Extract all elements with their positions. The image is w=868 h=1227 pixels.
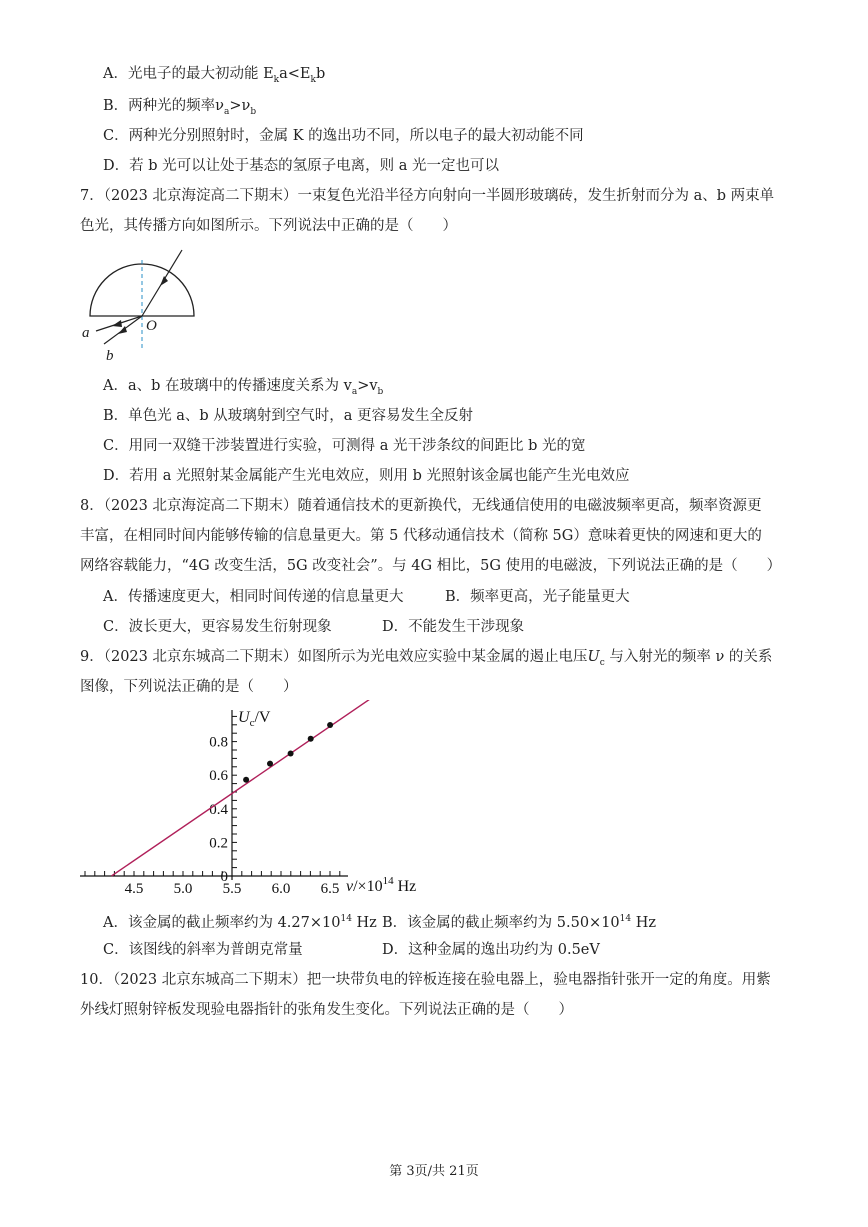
q9-stem-line2: 图像，下列说法正确的是（ ） [80,679,298,695]
y-axis-label: $U_c/V$ [238,709,271,729]
q8-option-b: B．频率更高，光子能量更大 [445,589,630,605]
data-point [267,761,273,767]
y-tick-label: 0.8 [209,734,228,751]
q10-stem-line2: 外线灯照射锌板发现验电器指针的张角发生变化。下列说法正确的是（ ） [80,1002,573,1018]
y-tick-label: 0.6 [209,768,228,785]
q9-option-c: C．该图线的斜率为普朗克常量 [103,942,303,958]
q10-stem-line1: 10．（2023 北京东城高二下期末）把一块带负电的锌板连接在验电器上，验电器指针张开一定的角度。用紫 [80,972,771,988]
q9-option-d: D．这种金属的逸出功约为 0.5eV [382,942,600,958]
label-a: a [82,325,90,341]
y-tick-label: 0.4 [209,801,228,818]
q9-option-a: A．该金属的截止频率约为 $4.27\times 10^{14}$ Hz [103,914,377,931]
page-footer: 第 3页/共 21页 [389,1164,479,1179]
q6-option-a: A．光电子的最大初动能 $E_ka<E_kb$ [103,66,326,85]
q6-option-b: B．两种光的频率$\nu_a>\nu_b$ [103,98,257,117]
q6-option-c: C．两种光分别照射时，金属 K 的逸出功不同，所以电子的最大初动能不同 [103,128,584,144]
q7-option-d: D．若用 a 光照射某金属能产生光电效应，则用 b 光照射该金属也能产生光电效应 [103,468,630,484]
q9-option-b: B．该金属的截止频率约为 $5.50\times 10^{14}$ Hz [382,914,657,931]
q7-figure [78,236,208,366]
q8-stem-line1: 8．（2023 北京海淀高二下期末）随着通信技术的更新换代，无线通信使用的电磁波频率更高，频率资源更 [80,498,762,514]
label-b: b [106,348,114,364]
q6-option-d: D．若 b 光可以让处于基态的氢原子电离，则 a 光一定也可以 [103,158,499,174]
data-point [308,736,314,742]
q8-option-c: C．波长更大，更容易发生衍射现象 [103,619,332,635]
q7-option-a: A．a、b 在玻璃中的传播速度关系为 $v_a>v_b$ [103,378,384,397]
q9-stem-line1: 9．（2023 北京东城高二下期末）如图所示为光电效应实验中某金属的遏止电压$U_c$ 与入射光的频率 ν 的关系 [80,649,773,668]
data-point [288,751,294,757]
q7-option-b: B．单色光 a、b 从玻璃射到空气时，a 更容易发生全反射 [103,408,474,424]
q7-stem-line1: 7．（2023 北京海淀高二下期末）一束复色光沿半径方向射向一半圆形玻璃砖，发生折射而分为 a、b 两束单 [80,188,775,204]
q8-option-a: A．传播速度更大，相同时间传递的信息量更大 [103,589,404,605]
ray-a-arrow [112,320,122,327]
q7-option-c: C．用同一双缝干涉装置进行实验，可测得 a 光干涉条纹的间距比 b 光的宽 [103,438,586,454]
q8-stem-line3: 网络容载能力，“4G 改变生活，5G 改变社会”。与 4G 相比，5G 使用的电磁波，下列说法正确的是（ ） [80,558,782,574]
q8-stem-line2: 丰富，在相同时间内能够传输的信息量更大。第 5 代移动通信技术（简称 5G）意味着更快的网速和更大的 [80,528,762,544]
x-tick-label: 6.5 [320,881,340,897]
data-point [243,777,249,783]
incident-arrow [160,276,168,286]
x-axis-label: $\nu/\times 10^{14}$ Hz [346,875,417,895]
x-tick-label: 4.5 [124,881,144,897]
x-tick-label: 5.0 [173,881,193,897]
ray-b-arrow [118,326,127,334]
label-o: O [146,318,157,334]
fit-line [111,700,398,876]
y-tick-label: 0.2 [209,835,228,852]
q9-chart [78,700,438,900]
x-tick-label: 5.5 [222,881,242,897]
y-tick-label: 0 [220,869,228,885]
q7-stem-line2: 色光，其传播方向如图所示。下列说法中正确的是（ ） [80,218,457,234]
data-point [327,722,333,728]
x-tick-label: 6.0 [271,881,291,897]
q8-option-d: D．不能发生干涉现象 [382,619,525,635]
